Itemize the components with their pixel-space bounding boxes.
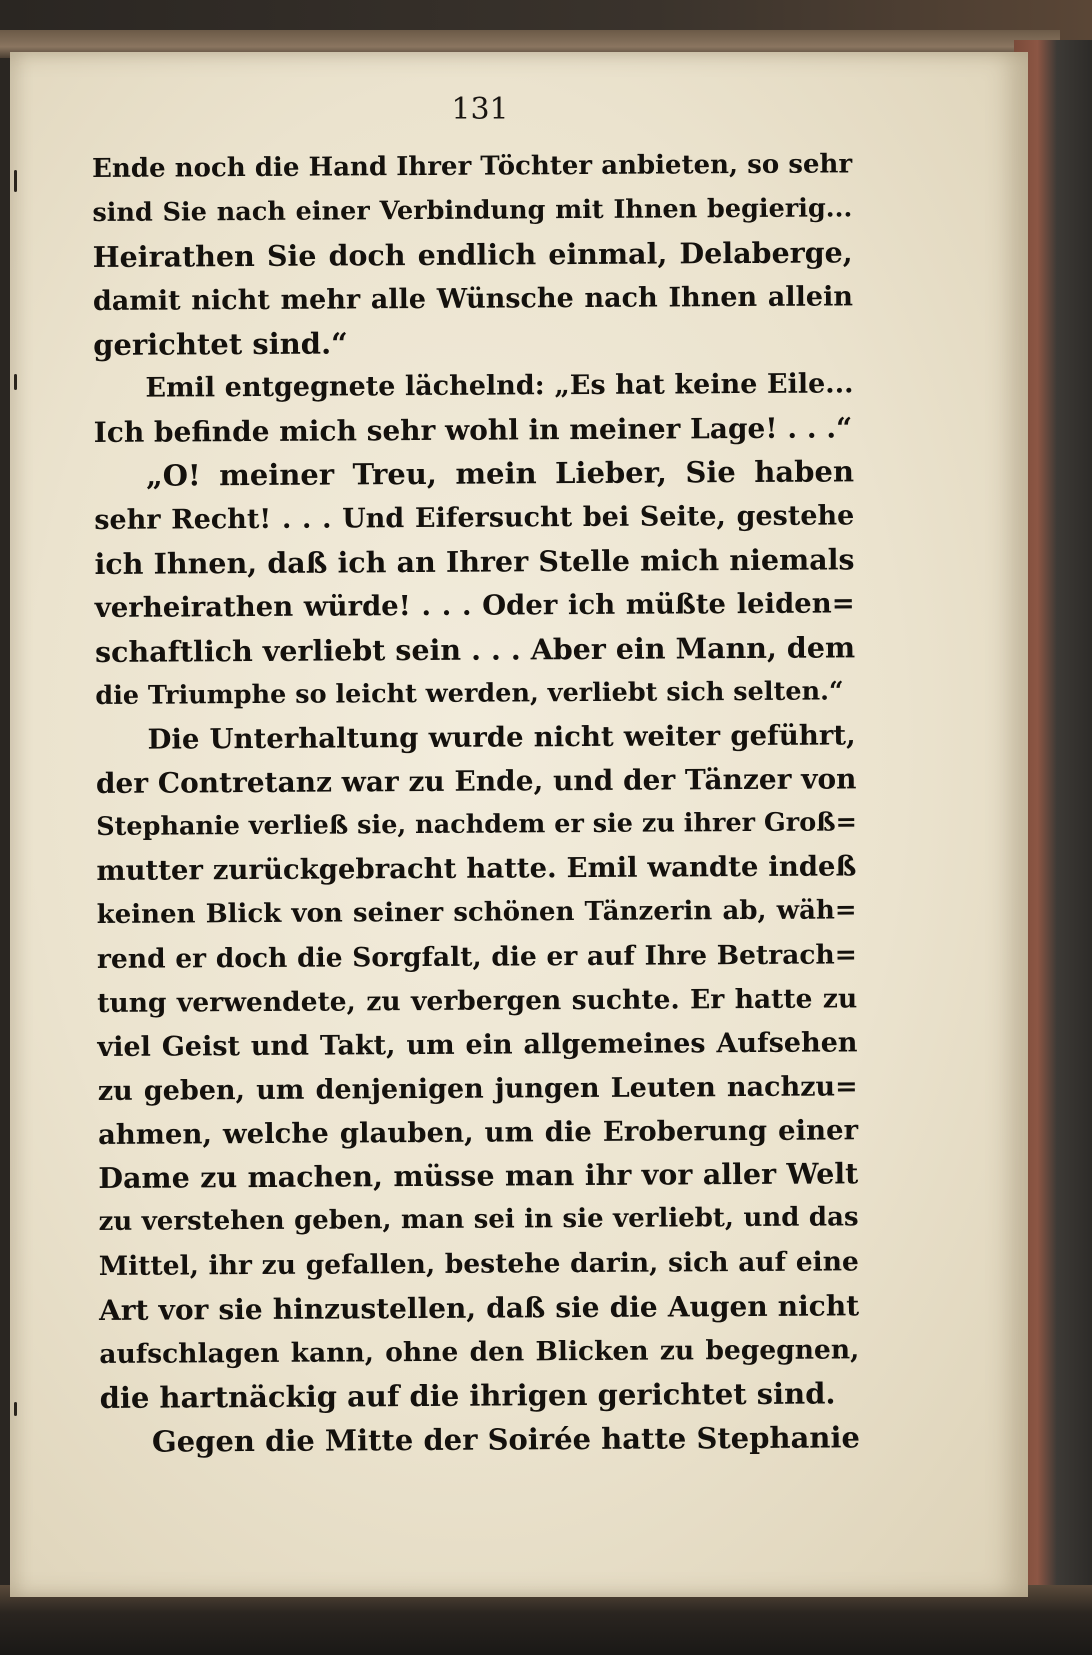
text-line: mutter zurückgebracht hatte. Emil wandte indeß [96, 850, 857, 888]
text-line: Emil entgegnete lächelnd: „Es hat keine Eile... [145, 368, 854, 405]
text-line: sehr Recht! . . . Und Eifersucht bei Seite, gestehe [94, 500, 855, 537]
text-line: tung verwendete, zu verbergen suchte. Er hatte zu [97, 983, 858, 1019]
text-line: ich Ihnen, daß ich an Ihrer Stelle mich niemals [94, 542, 855, 582]
text-line: Ich befinde mich sehr wohl in meiner Lage! . . .“ [93, 411, 853, 450]
text-line: zu geben, um denjenigen jungen Leuten nachzu= [97, 1071, 858, 1107]
text-line: Art vor sie hinzustellen, daß sie die Augen nicht [99, 1289, 860, 1328]
text-line: viel Geist und Takt, um ein allgemeines Aufsehen [97, 1027, 858, 1063]
margin-mark [14, 170, 17, 192]
body-text [92, 143, 860, 1464]
text-line: der Contretanz war zu Ende, und der Tänzer von [95, 762, 857, 801]
text-line: Die Unterhaltung wurde nicht weiter geführt, [147, 718, 856, 756]
text-line: rend er doch die Sorgfalt, die er auf Ihre Betrach= [96, 939, 858, 976]
text-line: zu verstehen geben, man sei in sie verliebt, und das [98, 1202, 859, 1238]
text-line: schaftlich verliebt sein . . . Aber ein Mann, dem [94, 630, 856, 669]
text-line: Heirathen Sie doch endlich einmal, Delaberge, [92, 235, 853, 274]
text-line: „O! meiner Treu, mein Lieber, Sie haben [145, 454, 855, 493]
text-line: sind Sie nach einer Verbindung mit Ihnen begierig... [92, 193, 853, 228]
margin-mark [14, 374, 17, 390]
text-line: Ende noch die Hand Ihrer Töchter anbieten, so sehr [92, 149, 853, 184]
text-line: verheirathen würde! . . . Oder ich müßte leiden= [94, 587, 855, 624]
text-line: Stephanie verließ sie, nachdem er sie zu ihrer Groß= [96, 807, 858, 843]
text-line: ahmen, welche glauben, um die Eroberung einer [97, 1113, 859, 1151]
text-line: die hartnäckig auf die ihrigen gerichtet sind. [99, 1376, 836, 1415]
text-line: aufschlagen kann, ohne den Blicken zu begegnen, [99, 1334, 860, 1371]
text-line: Dame zu machen, müsse man ihr vor aller Welt [98, 1156, 859, 1196]
margin-mark [14, 1402, 17, 1416]
text-line: keinen Blick von seiner schönen Tänzerin ab, wäh= [96, 895, 857, 931]
text-line: Mittel, ihr zu gefallen, bestehe darin, sich auf eine [98, 1246, 859, 1283]
text-line: damit nicht mehr alle Wünsche nach Ihnen allein [92, 281, 854, 317]
page-number: 131 [451, 92, 509, 127]
text-line: Gegen die Mitte der Soirée hatte Stephanie [151, 1420, 860, 1459]
text-line: die Triumphe so leicht werden, verliebt sich selten.“ [95, 676, 844, 711]
text-line: gerichtet sind.“ [93, 326, 348, 362]
